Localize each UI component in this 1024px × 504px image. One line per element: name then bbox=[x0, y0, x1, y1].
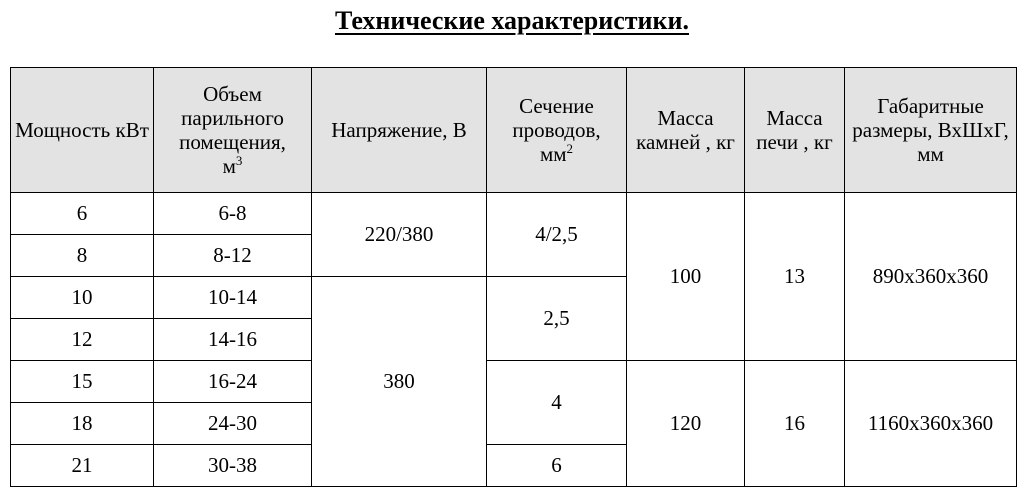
cell-power: 12 bbox=[11, 319, 154, 361]
cell-stones: 100 bbox=[627, 193, 745, 361]
header-stones: Масса камней , кг bbox=[627, 68, 745, 193]
header-stove: Масса печи , кг bbox=[745, 68, 845, 193]
cell-power: 10 bbox=[11, 277, 154, 319]
cell-wire: 4/2,5 bbox=[487, 193, 627, 277]
cell-wire: 6 bbox=[487, 445, 627, 487]
header-dims: Габаритные размеры, ВхШхГ, мм bbox=[845, 68, 1017, 193]
header-volume-text: Объем парильного помещения, bbox=[179, 82, 286, 154]
cell-dims: 890х360х360 bbox=[845, 193, 1017, 361]
cell-stove: 13 bbox=[745, 193, 845, 361]
cell-voltage: 220/380 bbox=[312, 193, 487, 277]
cell-dims: 1160х360х360 bbox=[845, 361, 1017, 487]
header-volume bbox=[154, 68, 312, 193]
header-volume-sup: 3 bbox=[235, 153, 243, 168]
cell-wire: 4 bbox=[487, 361, 627, 445]
cell-stove: 16 bbox=[745, 361, 845, 487]
cell-volume: 14-16 bbox=[154, 319, 312, 361]
header-wire-text: Сечение проводов, bbox=[512, 94, 601, 142]
title-text: Технические характеристики. bbox=[335, 6, 689, 35]
table-row bbox=[11, 361, 1017, 403]
cell-volume: 16-24 bbox=[154, 361, 312, 403]
cell-volume: 6-8 bbox=[154, 193, 312, 235]
cell-volume: 24-30 bbox=[154, 403, 312, 445]
cell-power: 8 bbox=[11, 235, 154, 277]
cell-wire: 2,5 bbox=[487, 277, 627, 361]
cell-power: 15 bbox=[11, 361, 154, 403]
table-row bbox=[11, 193, 1017, 235]
header-voltage: Напряжение, В bbox=[312, 68, 487, 193]
page-title bbox=[0, 4, 1024, 38]
cell-stones: 120 bbox=[627, 361, 745, 487]
cell-power: 18 bbox=[11, 403, 154, 445]
cell-power: 21 bbox=[11, 445, 154, 487]
header-wire bbox=[487, 68, 627, 193]
header-volume-unit: м bbox=[222, 154, 236, 178]
header-row bbox=[11, 68, 1017, 193]
specifications-table bbox=[10, 67, 1017, 487]
header-power: Мощность кВт bbox=[11, 68, 154, 193]
cell-voltage: 380 bbox=[312, 277, 487, 487]
cell-volume: 10-14 bbox=[154, 277, 312, 319]
header-wire-unit: мм bbox=[539, 142, 567, 166]
cell-volume: 8-12 bbox=[154, 235, 312, 277]
header-wire-sup: 2 bbox=[566, 141, 574, 156]
cell-volume: 30-38 bbox=[154, 445, 312, 487]
cell-power: 6 bbox=[11, 193, 154, 235]
